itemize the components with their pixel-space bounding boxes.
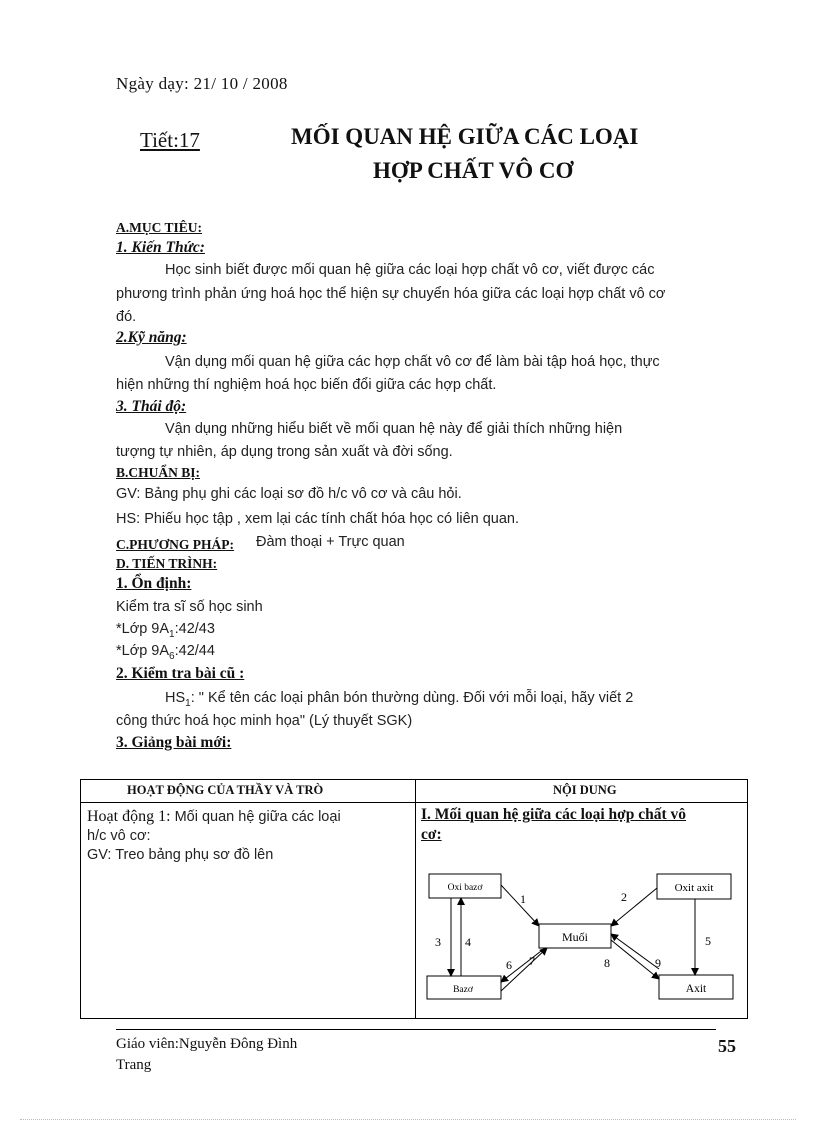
table-header-divider (81, 802, 747, 803)
preparation-heading: B.CHUẨN BỊ: (116, 465, 201, 480)
attendance-check: Kiểm tra sĩ số học sinh (116, 599, 263, 615)
arrow-label-8: 8 (604, 956, 610, 970)
method-heading: C.PHƯƠNG PHÁP: (116, 537, 234, 552)
attitude-text-line1: Vận dụng những hiểu biết về mối quan hệ này để giải thích những hiện (165, 421, 623, 437)
lesson-table (80, 779, 748, 1019)
knowledge-text-line1: Học sinh biết được mối quan hệ giữa các loại hợp chất vô cơ, viết được các (165, 262, 655, 278)
table-header-content: NỘI DUNG (553, 783, 617, 797)
teacher-name-continued: Trang (116, 1057, 152, 1073)
arrow-2 (611, 888, 657, 926)
page-bottom-dotted-line (20, 1119, 796, 1120)
review-heading: 2. Kiểm tra bài cũ : (116, 665, 245, 682)
compound-relation-diagram (415, 865, 747, 1015)
review-question-line1: $HS_1$: " Kể tên các loại phân bón thường dùng. Đối với mỗi loại, hãy viết 2 (165, 690, 634, 709)
activity-cell (87, 808, 407, 863)
activity-line1 (87, 808, 407, 826)
basic-oxide-label: Oxi bazơ (447, 883, 483, 893)
arrow-label-3: 3 (435, 935, 441, 949)
arrow-label-9: 9 (655, 956, 661, 970)
arrow-label-5: 5 (705, 934, 711, 948)
activity-title: Mối quan hệ giữa các loại (170, 809, 341, 825)
lesson-title-line2: HỢP CHẤT VÔ CƠ (373, 158, 574, 183)
content-heading-line1: I. Mối quan hệ giữa các loại hợp chất vô (421, 806, 687, 823)
knowledge-heading: 1. Kiến Thức: (116, 239, 205, 256)
base-label: Bazơ (453, 985, 473, 995)
skill-text-line2: hiện những thí nghiệm hoá học biến đổi giữa các hợp chất. (116, 377, 497, 393)
page-number: 55 (718, 1036, 736, 1056)
footer-divider (116, 1029, 716, 1030)
arrow-9 (611, 934, 659, 969)
skill-text-line1: Vận dụng mối quan hệ giữa các hợp chất vô cơ để làm bài tập hoá học, thực (165, 354, 660, 370)
arrow-label-6: 6 (506, 958, 512, 972)
method-text: Đàm thoại + Trực quan (256, 534, 405, 550)
knowledge-text-line2: phương trình phản ứng hoá học thể hiện sự chuyển hóa giữa các loại hợp chất vô cơ (116, 286, 666, 302)
lesson-title-line1: MỐI QUAN HỆ GIỮA CÁC LOẠI (291, 124, 639, 149)
stabilize-heading: 1. Ổn định: (116, 575, 192, 592)
lesson-number: Tiết:17 (140, 128, 200, 152)
salt-label: Muối (561, 930, 589, 944)
arrow-label-2: 2 (621, 890, 627, 904)
procedure-heading: D. TIẾN TRÌNH: (116, 556, 218, 571)
attitude-text-line2: tượng tự nhiên, áp dụng trong sản xuất và đời sống. (116, 444, 453, 460)
class-9a6-attendance: *Lớp $9A_6:42/44$ (116, 643, 215, 662)
activity-line3: GV: Treo bảng phụ sơ đồ lên (87, 847, 274, 863)
arrow-label-4: 4 (465, 935, 471, 949)
review-question-line2: công thức hoá học minh họa" (Lý thuyết SGK) (116, 713, 413, 729)
new-lesson-heading: 3. Giảng bài mới: (116, 734, 232, 751)
activity-line2: h/c vô cơ: (87, 828, 151, 844)
arrow-8 (611, 940, 659, 979)
arrow-label-7: 7 (529, 954, 535, 968)
activity-label: Hoạt động 1: (87, 808, 171, 825)
acid-oxide-label: Oxit axit (674, 882, 714, 894)
acid-label: Axit (685, 983, 707, 995)
preparation-teacher: GV: Bảng phụ ghi các loại sơ đồ h/c vô cơ và câu hỏi. (116, 486, 462, 502)
arrow-label-1: 1 (520, 892, 526, 906)
table-header-activities: HOẠT ĐỘNG CỦA THẦY VÀ TRÒ (127, 783, 324, 797)
content-heading (421, 806, 686, 844)
class-9a1-attendance: *Lớp $9A_1:42/43$ (116, 621, 215, 640)
teaching-date: Ngày dạy: 21/ 10 / 2008 (116, 74, 288, 93)
teacher-name: Giáo viên:Nguyễn Đông Đình (116, 1036, 298, 1052)
preparation-students: HS: Phiếu học tập , xem lại các tính chất hóa học có liên quan. (116, 511, 520, 527)
objectives-heading: A.MỤC TIÊU: (116, 220, 203, 235)
skill-heading: 2.Kỹ năng: (116, 329, 187, 346)
attitude-heading: 3. Thái độ: (116, 398, 187, 415)
knowledge-text-line3: đó. (116, 309, 137, 325)
content-heading-line2: cơ: (421, 826, 442, 843)
